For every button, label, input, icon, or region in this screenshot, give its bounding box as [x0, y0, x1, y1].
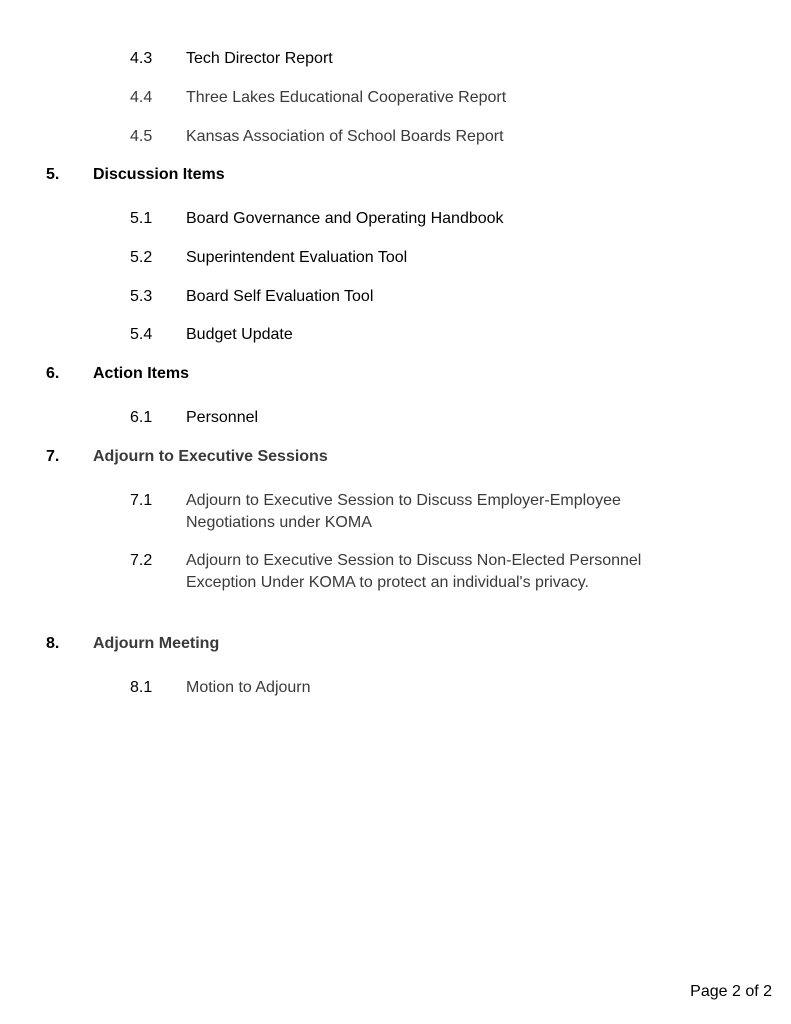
section-number: 5. — [46, 166, 60, 183]
item-title: Three Lakes Educational Cooperative Report — [186, 89, 507, 106]
item-number: 4.5 — [130, 128, 153, 145]
item-number: 5.4 — [130, 326, 153, 343]
item-number: 5.1 — [130, 210, 153, 227]
section-heading: Adjourn Meeting — [93, 635, 220, 652]
section-heading: Discussion Items — [93, 166, 225, 183]
item-number: 7.1 — [130, 492, 153, 509]
item-number: 6.1 — [130, 409, 153, 426]
item-number: 8.1 — [130, 679, 153, 696]
item-title: Board Governance and Operating Handbook — [186, 210, 504, 227]
item-title: Adjourn to Executive Session to Discuss Employer-Employee Negotiations under KOMA — [186, 492, 621, 531]
item-title: Tech Director Report — [186, 50, 333, 67]
item-number: 4.4 — [130, 89, 153, 106]
item-title: Kansas Association of School Boards Report — [186, 128, 504, 145]
item-title: Personnel — [186, 409, 259, 426]
section-heading: Action Items — [93, 365, 190, 382]
section-number: 7. — [46, 448, 60, 465]
item-title: Superintendent Evaluation Tool — [186, 249, 408, 266]
item-title: Budget Update — [186, 326, 293, 343]
section-number: 8. — [46, 635, 60, 652]
item-title: Board Self Evaluation Tool — [186, 288, 374, 305]
section-heading: Adjourn to Executive Sessions — [93, 448, 328, 465]
page-number: Page 2 of 2 — [690, 983, 772, 1000]
item-number: 5.2 — [130, 249, 153, 266]
item-number: 4.3 — [130, 50, 153, 67]
item-title: Motion to Adjourn — [186, 679, 311, 696]
item-number: 7.2 — [130, 552, 153, 569]
item-number: 5.3 — [130, 288, 153, 305]
section-number: 6. — [46, 365, 60, 382]
item-title: Adjourn to Executive Session to Discuss Non-Elected Personnel Exception Under KOMA to protect an individual's privacy. — [186, 552, 642, 591]
